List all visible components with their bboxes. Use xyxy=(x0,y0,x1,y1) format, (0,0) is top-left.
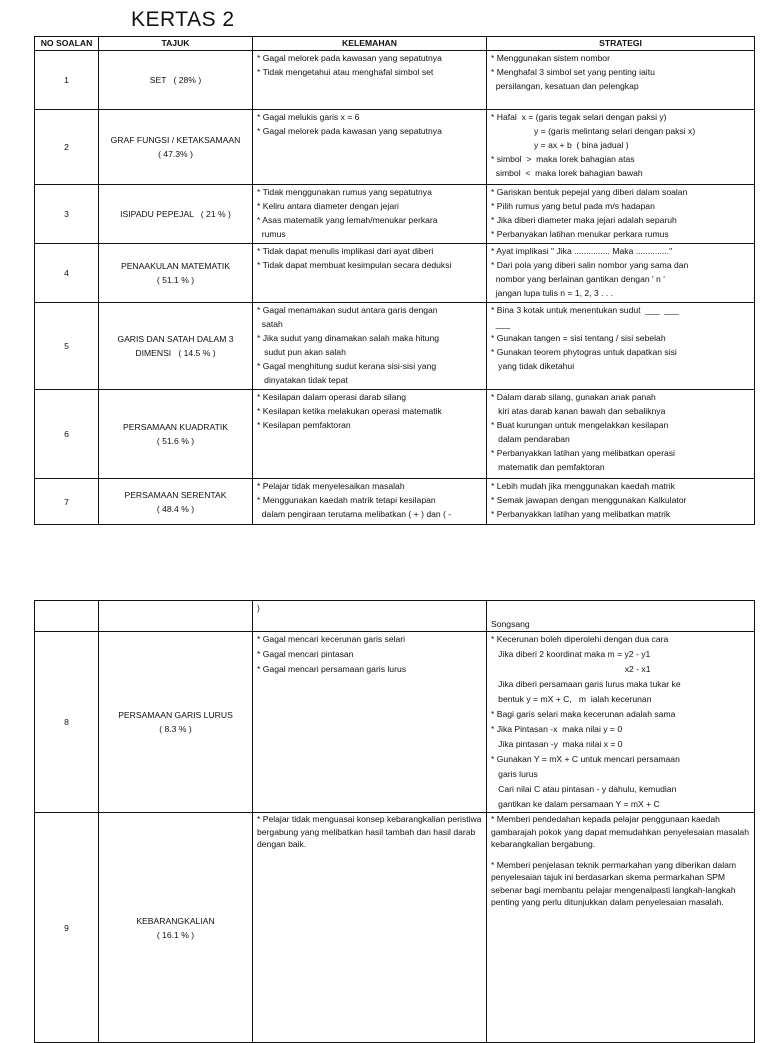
strategy-cell: * Gariskan bentuk pepejal yang diberi dalam soalan * Pilih rumus yang betul pada m/s hadapan * Jika diberi diameter maka jejari adalah separuh * Perbanyakan latihan menukar perkara rumus xyxy=(487,185,755,244)
table-row xyxy=(35,479,755,525)
strategy-cell: Songsang xyxy=(487,601,755,632)
row-number: 3 xyxy=(35,185,99,244)
table-row xyxy=(35,244,755,303)
strategy-cell: * Kecerunan boleh diperolehi dengan dua cara Jika diberi 2 koordinat maka m = y2 - y1 x2 - x1 Jika diberi persamaan garis lurus maka tukar ke bentuk y = mX + C, m ialah kecerunan * Bagi garis selari maka kecerunan adalah sama * Jika Pintasan -x maka nilai y = 0 Jika pintasan -y maka nilai x = 0 * Gunakan Y = mX + C untuk mencari persamaan garis lurus Cari nilai C atau pintasan - y dahulu, kemudian gantikan ke dalam persamaan Y = mX + C xyxy=(487,632,755,813)
header-no: NO SOALAN xyxy=(35,37,99,51)
page-title: KERTAS 2 xyxy=(131,8,235,31)
strategy-cell: * Menggunakan sistem nombor * Menghafal 3 simbol set yang penting iaitu persilangan, kesatuan dan pelengkap xyxy=(487,51,755,110)
header-kelemahan: KELEMAHAN xyxy=(253,37,487,51)
strategy-cell: * Ayat implikasi " Jika ............... Maka .............." * Dari pola yang diberi salin nombor yang sama dan nombor yang berlainan gantikan dengan ' n ' jangan lupa tulis n = 1, 2, 3 . . . xyxy=(487,244,755,303)
table-row xyxy=(35,51,755,110)
strategy-cell xyxy=(487,813,755,1043)
weakness-cell: * Tidak menggunakan rumus yang sepatutnya * Keliru antara diameter dengan jejari * Asas matematik yang lemah/menukar perkara rumus xyxy=(253,185,487,244)
table-row xyxy=(35,303,755,390)
weakness-cell: * Gagal mencari kecerunan garis selari * Gagal mencari pintasan * Gagal mencari persamaan garis lurus xyxy=(253,632,487,813)
row-number: 6 xyxy=(35,390,99,479)
topic-cell: PERSAMAAN SERENTAK ( 48.4 % ) xyxy=(99,479,253,525)
row-number: 8 xyxy=(35,632,99,813)
weakness-cell: * Gagal melorek pada kawasan yang sepatutnya * Tidak mengetahui atau menghafal simbol set xyxy=(253,51,487,110)
row-number: 1 xyxy=(35,51,99,110)
strategy-paragraph: * Memberi pendedahan kepada pelajar penggunaan kaedah gambarajah pokok yang dapat memudahkan penyelesaian masalah kebarangkalian bergabung. xyxy=(491,814,752,849)
row-number: 5 xyxy=(35,303,99,390)
weakness-cell: * Kesilapan dalam operasi darab silang * Kesilapan ketika melakukan operasi matematik * Kesilapan pemfaktoran xyxy=(253,390,487,479)
strategy-cell: * Dalam darab silang, gunakan anak panah kiri atas darab kanan bawah dan sebaliknya * Buat kurungan untuk mengelakkan kesilapan dalam pendaraban * Perbanyakkan latihan yang melibatkan operasi matematik dan pemfaktoran xyxy=(487,390,755,479)
weakness-cell: * Gagal melukis garis x = 6 * Gagal melorek pada kawasan yang sepatutnya xyxy=(253,110,487,185)
strategy-cell: * Lebih mudah jika menggunakan kaedah matrik * Semak jawapan dengan menggunakan Kalkulator * Perbanyakkan latihan yang melibatkan matrik xyxy=(487,479,755,525)
table-header-row xyxy=(35,37,755,51)
table-row xyxy=(35,390,755,479)
row-number: 2 xyxy=(35,110,99,185)
weakness-cell: * Pelajar tidak menyelesaikan masalah * Menggunakan kaedah matrik tetapi kesilapan dalam pengiraan terutama melibatkan ( + ) dan ( - xyxy=(253,479,487,525)
topic-cell: PERSAMAAN KUADRATIK ( 51.6 % ) xyxy=(99,390,253,479)
weakness-cell: * Pelajar tidak menguasai konsep kebarangkalian peristiwa bergabung yang melibatkan hasil tambah dan hasil darab dengan baik. xyxy=(253,813,487,1043)
header-tajuk: TAJUK xyxy=(99,37,253,51)
strategy-paragraph: * Memberi penjelasan teknik permarkahan yang diberikan dalam penyelesaian tajuk ini berdasarkan skema permarkahan SPM sebenar bagi membantu pelajar mengenalpasti langkah-langkah penting yang perlu ditunjukkan dalam penyelesaian masalah. xyxy=(491,859,739,907)
topic-cell: GARIS DAN SATAH DALAM 3 DIMENSI ( 14.5 % ) xyxy=(99,303,253,390)
header-strategi: STRATEGI xyxy=(487,37,755,51)
strategy-cell: * Bina 3 kotak untuk menentukan sudut ___ ___ ___ * Gunakan tangen = sisi tentang / sisi sebelah * Gunakan teorem phytogras untuk dapatkan sisi yang tidak diketahui xyxy=(487,303,755,390)
row-number xyxy=(35,601,99,632)
topic-cell: PERSAMAAN GARIS LURUS ( 8.3 % ) xyxy=(99,632,253,813)
topic-cell: KEBARANGKALIAN ( 16.1 % ) xyxy=(99,813,253,1043)
row-number: 4 xyxy=(35,244,99,303)
table-row xyxy=(35,185,755,244)
weakness-cell: ) xyxy=(253,601,487,632)
row-number: 9 xyxy=(35,813,99,1043)
topic-cell: GRAF FUNGSI / KETAKSAMAAN ( 47.3% ) xyxy=(99,110,253,185)
weakness-cell: * Tidak dapat menulis implikasi dari ayat diberi * Tidak dapat membuat kesimpulan secara deduksi xyxy=(253,244,487,303)
topic-cell xyxy=(99,601,253,632)
table-row xyxy=(35,813,755,1043)
analysis-table-part-2 xyxy=(34,600,755,1043)
strategy-cell: * Hafal x = (garis tegak selari dengan paksi y) y = (garis melintang selari dengan paksi x) y = ax + b ( bina jadual ) * simbol > maka lorek bahagian atas simbol < maka lorek bahagian bawah xyxy=(487,110,755,185)
analysis-table-part-1 xyxy=(34,36,755,525)
table-row-continuation xyxy=(35,601,755,632)
topic-cell: SET ( 28% ) xyxy=(99,51,253,110)
table-row xyxy=(35,632,755,813)
weakness-cell: * Gagal menamakan sudut antara garis dengan satah * Jika sudut yang dinamakan salah maka hitung sudut pun akan salah * Gagal menghitung sudut kerana sisi-sisi yang dinyatakan tidak tepat xyxy=(253,303,487,390)
table-row xyxy=(35,110,755,185)
topic-cell: PENAAKULAN MATEMATIK ( 51.1 % ) xyxy=(99,244,253,303)
topic-cell: ISIPADU PEPEJAL ( 21 % ) xyxy=(99,185,253,244)
row-number: 7 xyxy=(35,479,99,525)
